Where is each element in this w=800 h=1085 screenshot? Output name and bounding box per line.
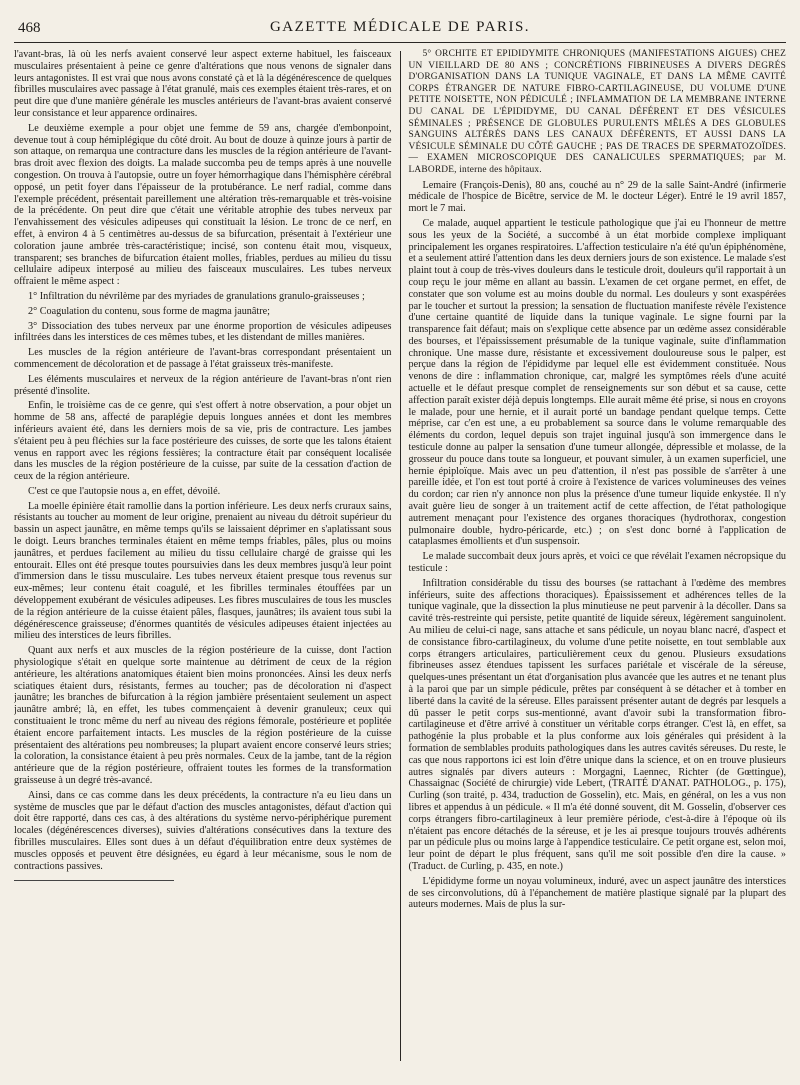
two-column-body bbox=[14, 49, 786, 1079]
left-paragraph-4: Les éléments musculaires et nerveux de la région antérieure de l'avant-bras n'ont rien présenté d'insolite. bbox=[14, 373, 392, 397]
article-heading: 5° ORCHITE ET ÉPIDIDYMITE CHRONIQUES (MANIFESTATIONS AIGUES) CHEZ UN VIEILLARD DE 80 ANS ; CONCRÉTIONS FIBRINEUSES A DIVERS DEGRÉS D'ORGANISATION DANS LA TUNIQUE VAGINALE, ET DANS LA MÊME CAVITÉ CORPS ÉTRANGER DE NATURE FIBRO-CARTILAGINEUSE, DU VOLUME D'UNE PETITE NOISETTE, NON PÉDICULÉ ; INFLAMMATION DE LA MEMBRANE INTERNE DU CANAL DE L'ÉPIDIDYME, DU CANAL DÉFÉRENT ET DES VÉSICULES SÉMINALES ; PRÉSENCE DE GLOBULES PURULENTS MÊLÉS A DES GLOBULES SANGUINS ALTÉRÉS DANS LES CANAUX DÉFÉRENTS, ET AUSSI DANS LA VÉSICULE SÉMINALE DU CÔTÉ GAUCHE ; PAS DE TRACES DE SPERMATOZOÏDES. — EXAMEN MICROSCOPIQUE DES CANALICULES SPERMATIQUES; par M. LABORDE, interne des hôpitaux. bbox=[408, 49, 787, 175]
right-paragraph-5: L'épididyme forme un noyau volumineux, induré, avec un aspect jaunâtre des interstices de ses circonvolutions, dû à l'épanchement de matière plastique signalé par la plupart des auteurs modernes. Mais de plus la sur- bbox=[408, 875, 787, 911]
left-paragraph-1: l'avant-bras, là où les nerfs avaient conservé leur aspect externe habituel, les faisceaux musculaires présentaient à peine ce genre d'altérations que nous venons de signaler dans leurs antagonistes. Il est vrai que nous avons constaté çà et là la dégénérescence de quelques fibrilles musculaires avec passage à l'état granulé, mais ces exemples étaient très-rares, et on peut dire que d'une manière générale les muscles antérieurs de l'avant-bras avaient conservé leur consistance et leur apparence ordinaires. bbox=[14, 49, 392, 119]
running-title: GAZETTE MÉDICALE DE PARIS. bbox=[269, 19, 531, 35]
right-paragraph-3: Le malade succombait deux jours après, et voici ce que révélait l'examen nécropsique du testicule : bbox=[408, 551, 787, 575]
right-column bbox=[401, 49, 787, 1079]
left-column bbox=[14, 49, 400, 1079]
left-list-item-2: 2° Coagulation du contenu, sous forme de magma jaunâtre; bbox=[28, 305, 271, 317]
left-paragraph-6: C'est ce que l'autopsie nous a, en effet, dévoilé. bbox=[28, 485, 221, 497]
right-paragraph-2: Ce malade, auquel appartient le testicule pathologique que j'ai eu l'honneur de mettre sous les yeux de la Société, a succombé à un état morbide complexe impliquant principalement les organes respiratoires. L'affection testiculaire n'a été qu'un épiphénomène, et a seulement attiré l'attention dans les deux derniers jours de son existence. Le malade s'est plaint tout à coup de très-vives douleurs dans le testicule droit, douleurs qu'il rapportait à un coup reçu le jour même en allant au bassin. L'examen de cet organe permet, en effet, de constater que son volume est au moins double du normal. Les douleurs y sont exaspérées par le toucher et surtout la pression; la sensation de fluctuation manifeste révèle l'existence d'une certaine quantité de liquide dans la tunique vaginale. Le signe fourni par la transparence fait défaut; mais on s'explique cette absence par un œdème assez considérable des bourses, et l'épaississement présumable de la tunique vaginale, suite d'inflammation chronique. Une masse dure, résistante et excessivement douloureuse sous le palper, est perçue dans la région de l'épididyme par lequel elle est évidemment constituée. Nous venons de dire : inflammation chronique, car, malgré les symptômes réels d'une acuité actuelle et le défaut presque complet de renseignements sur son début et sa cause, cette affection paraît exister déjà depuis longtemps. Elle aurait même été prise, si nous en croyons le malade, pour une hernie, et il aurait porté un bandage pendant quelque temps. Cette méprise, car c'en est une, a eu probablement sa source dans le volume remarquable des éléments du cordon, lequel depuis son trajet inguinal jusqu'à son immergence dans le testicule donne au palper la sensation d'une tumeur allongée, dépressible et molasse, de la grosseur du pouce dans toute sa longueur, et pouvant simuler, à un examen superficiel, une hernie épiploïque. Mais avec un peu d'attention, il n'est pas possible de s'arrêter à une pareille idée, et l'on est tout porté à croire à l'existence de varices volumineuses des veines du cordon; car rien n'y annonce non plus la présence d'une tumeur liquide enkystée. Il n'y avait guère lieu de songer à un traitement actif de cette affection, de l'état pathologique autrement menaçant pour l'existence des organes thoraciques (hydrothorax, congestion pulmonaire double, hydro-péricarde, etc.) ; on s'est donc borné à l'application de cataplasmes émollients et d'un suspensoir. bbox=[408, 217, 787, 548]
column-end-rule bbox=[14, 880, 174, 881]
right-paragraph-1: Lemaire (François-Denis), 80 ans, couché au n° 29 de la salle Saint-André (infirmerie médicale de l'hospice de Bicêtre, service de M. le docteur Léger). Entré le 19 avril 1857, mort le 7 mai. bbox=[408, 179, 787, 215]
left-paragraph-3: Les muscles de la région antérieure de l'avant-bras correspondant présentaient un commencement de décoloration et de passage à l'état graisseux très-manifeste. bbox=[14, 347, 392, 370]
left-list-item-3: 3° Dissociation des tubes nerveux par une énorme proportion de vésicules adipeuses infiltrées dans les interstices de ces mêmes tubes, et les distendant de milles manières. bbox=[14, 320, 392, 344]
left-paragraph-2: Le deuxième exemple a pour objet une femme de 59 ans, chargée d'embonpoint, devenue tout à coup hémiplégique du côté droit. Au bout de douze à quinze jours à partir de son attaque, on remarqua une contracture dans les muscles de la région antérieure de l'avant-bras droit avec flexion des doigts. La malade succomba peu de temps après à une nouvelle congestion. On trouva à l'autopsie, outre un foyer hémorrhagique dans l'hémisphère cérébral opposé, un petit foyer dans l'épaisseur de la protubérance. Le nerf radial, comme dans l'exemple précédent, présentait pareillement une altération très-remarquable et très-voisine de la précédente. On peut dire que c'était une véritable atrophie des tubes nerveux par l'envahissement des vésicules adipeuses qui constituait la lésion. Le tronc de ce nerf, en effet, à environ 4 à 5 centimètres au-dessus de sa bifurcation, présentait à l'extérieur une coloration jaune ambrée très-caractéristique; incisé, son contenu était mou, visqueux, transparent; ses branches de bifurcation étaient molles, friables, perdues au milieu du tissu cellulaire adipeux interposé au milieu des faisceaux musculaires. Les tubes nerveux offraient le même aspect : bbox=[14, 122, 392, 288]
right-paragraph-4: Infiltration considérable du tissu des bourses (se rattachant à l'œdème des membres inférieurs, suite des affections thoraciques). Épaississement et adhérences telles de la tunique vaginale, que la dissection la plus minutieuse ne peut parvenir à la décoller. Dans sa cavité très-restreinte qui persiste, petite quantité de liquide séreux, légèrement sanguinolent. Au milieu de celui-ci nage, sans attache et sans pédicule, un noyau blanc nacré, d'aspect et de consistance fibro-cartilagineux, du volume d'une petite noisette, en tout semblable aux corps étrangers articulaires, particulièrement ceux du genou. Plusieurs exsudations fibrineuses assez étendues tapissent les surfaces pariétale et viscérale de la séreuse, quelques-unes présentant un état d'organisation plus avancée que les autres et ne tenant plus à la paroi que par un simple pédicule, prêtes par conséquent à se détacher et à tomber en liberté dans la cavité de la séreuse. Elles paraissent présenter autant de degrés par lesquels a dû passer le petit corps sus-mentionné, avant d'avoir subi la transformation fibro-cartilagineuse et d'être arrivé à constituer un véritable corps étranger. C'est là, en effet, sa pathogénie la plus probable et la plus conforme aux lois générales qui président à la formation de semblables produits pathologiques dans les autres cavités séreuses. Du reste, le cas que nous rapportons ici est loin d'être unique dans la science, et on en trouve plusieurs autres signalés par divers auteurs : Morgagni, Laennec, Richter (de Gœttingue), Chassaignac (Société de chirurgie) vide Lebert, (TRAITÉ D'ANAT. PATHOLOG., p. 175), Curling (son traité, p. 434, traduction de Gosselin), etc. Mais, en général, on les a vus non libres et appendus à un pédicule. « Il m'a été donné souvent, dit M. Gosselin, d'observer ces corps étrangers fibro-cartilagineux à leur première période, c'est-à-dire à l'époque où ils n'étaient pas encore détachés de la séreuse, et je les ai presque toujours trouvés adhérents par un pédicule plus ou moins large à l'appendice testiculaire. Ce petit organe est, selon moi, leur point de départ le plus fréquent, sans qu'il me soit possible d'en dire la cause. » (Traduct. de Curling, p. 435, en note.) bbox=[408, 577, 787, 872]
page-number: 468 bbox=[18, 20, 41, 36]
left-paragraph-7: La moelle épinière était ramollie dans la portion inférieure. Les deux nerfs cruraux sains, résistants au toucher au moment de leur origine, prenaient au niveau du détroit supérieur du bassin un aspect jaunâtre, en même temps qu'ils se laissaient déprimer en s'aplatissant sous le doigt. Leurs branches terminales étaient en même temps friables, pâles, plus ou moins jaunâtres, et perdues facilement au milieu du tissu cellulaire chargé de graisse qui les entourait. Elles ont été presque toutes poursuivies dans les deux membres jusqu'à leur point d'immersion dans le tissu musculaire. Les tubes nerveux étaient presque tous revenus sur eux-mêmes; leur contenu était coagulé, et les fibrilles terminales étouffées par un développement exubérant de vésicules adipeuses. Les fibres musculaires de tous les muscles de la région antérieure de la cuisse étaient pâles, flasques, jaunâtres; ils avaient tous subi la dégénérescence graisseuse; d'énormes quantités de vésicules adipeuses étaient injectées au milieu des interstices de leurs fibrilles. bbox=[14, 500, 392, 642]
left-list-item-1: 1° Infiltration du névrilème par des myriades de granulations granulo-graisseuses ; bbox=[28, 290, 365, 302]
left-paragraph-8: Quant aux nerfs et aux muscles de la région postérieure de la cuisse, dont l'action physiologique s'était en quelque sorte maintenue au détriment de ceux de la région antérieure, les altérations anatomiques étaient bien moins prononcées. Ainsi les deux nerfs sciatiques étaient durs, résistants, fermes au toucher; pas de décoloration ni d'aspect jaunâtre; les branches de bifurcation à la région jambière présentaient seulement un aspect jaunâtre ambré; là, en effet, les tubes commençaient à devenir granuleux; ceux qui constituaient le tronc même du nerf au niveau des régions fémorale, postérieure et poplitée étaient encore parfaitement intacts. Les muscles de la région postérieure de la cuisse présentaient des altérations peu nombreuses; la plupart avaient encore conservé leurs stries; la coloration, la consistance étaient à peu près normales. Ceux de la jambe, tant de la région antérieure que de la région postérieure, offraient toutes les formes de la transformation graisseuse à un degré très-avancé. bbox=[14, 645, 392, 787]
left-paragraph-5: Enfin, le troisième cas de ce genre, qui s'est offert à notre observation, a pour objet un homme de 58 ans, affecté de paraplégie depuis longues années et dont les membres inférieurs avaient été, dans les derniers mois de sa vie, pris de contracture. Les jambes s'étaient peu à peu fléchies sur la face postérieure des cuisses, de sorte que les talons étaient venus en rapport avec les régions fessières; la contracture était par conséquent localisée dans les muscles de la région postérieure de la cuisse, par suite de la cessation d'action de ceux de la région antérieure. bbox=[14, 400, 392, 483]
page-header bbox=[14, 12, 786, 43]
left-paragraph-9: Ainsi, dans ce cas comme dans les deux précédents, la contracture n'a eu lieu dans un système de muscles que par le défaut d'action des muscles antagonistes, défaut d'action qui doit être rapporté, dans ces cas, à des altérations du système nervo-périphérique purement locales (dégénérescences diverses), suivies d'altérations consécutives dans la texture des fibrilles musculaires. Elles sont dues à un défaut d'équilibration entre deux systèmes de muscles opposés et peuvent être désignées, eu égard à leur mécanisme, sous le nom de contractions passives. bbox=[14, 789, 392, 872]
